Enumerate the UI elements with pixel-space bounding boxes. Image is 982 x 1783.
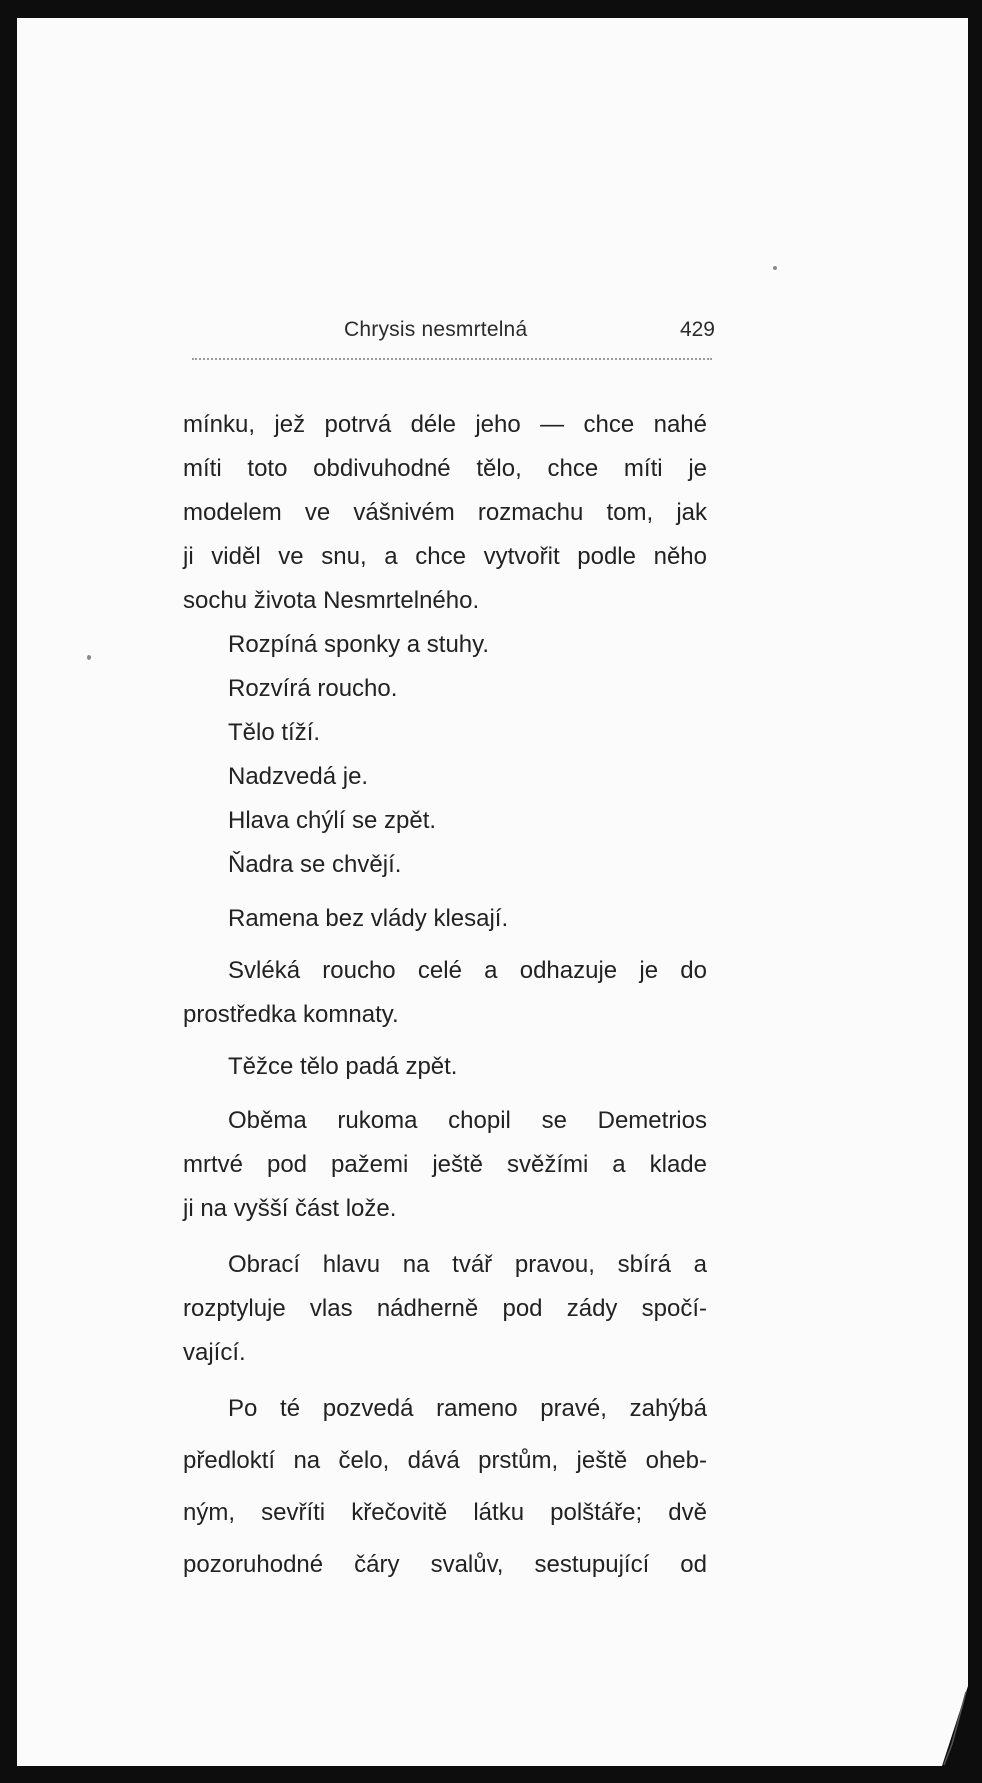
text-line: Ňadra se chvějí. (228, 851, 402, 878)
running-title: Chrysis nesmrtelná (344, 318, 528, 341)
text-line: rozptyluje vlas nádherně pod zády spočí- (183, 1295, 707, 1322)
text-line: mínku, jež potrvá déle jeho — chce nahé (183, 411, 707, 438)
text-line: Po té pozvedá rameno pravé, zahýbá (228, 1395, 707, 1422)
text-line: Svléká roucho celé a odhazuje je do (228, 957, 707, 984)
text-line: prostředka komnaty. (183, 1001, 399, 1028)
scan-speck (773, 266, 777, 270)
page-number: 429 (679, 318, 715, 341)
text-line: předloktí na čelo, dává prstům, ještě oheb- (183, 1447, 707, 1474)
text-line: Hlava chýlí se zpět. (228, 807, 437, 834)
text-line: modelem ve vášnivém rozmachu tom, jak (183, 499, 707, 526)
text-line: míti toto obdivuhodné tělo, chce míti je (183, 455, 707, 482)
text-line: Těžce tělo padá zpět. (228, 1053, 458, 1080)
text-line: Rozvírá roucho. (228, 675, 398, 702)
page-corner-curl (908, 1686, 968, 1766)
header-rule (192, 358, 712, 360)
text-line: Obrací hlavu na tvář pravou, sbírá a (228, 1251, 707, 1278)
text-line: Oběma rukoma chopil se Demetrios (228, 1107, 707, 1134)
body-text (183, 403, 707, 1587)
text-line: sochu života Nesmrtelného. (183, 587, 480, 614)
text-line: Ramena bez vlády klesají. (228, 905, 509, 932)
scan-speck (87, 655, 91, 660)
text-line: ji na vyšší část lože. (183, 1195, 397, 1222)
running-head (327, 318, 715, 352)
text-line: Rozpíná sponky a stuhy. (228, 631, 490, 658)
text-line: Nadzvedá je. (228, 763, 369, 790)
text-line: ným, sevříti křečovitě látku polštáře; dvě (183, 1499, 707, 1526)
text-line: vající. (183, 1339, 246, 1366)
text-line: mrtvé pod pažemi ještě svěžími a klade (183, 1151, 707, 1178)
text-line: Tělo tíží. (228, 719, 321, 746)
text-line: pozoruhodné čáry svalův, sestupující od (183, 1551, 707, 1578)
book-page (17, 18, 968, 1766)
text-line: ji viděl ve snu, a chce vytvořit podle něho (183, 543, 707, 570)
